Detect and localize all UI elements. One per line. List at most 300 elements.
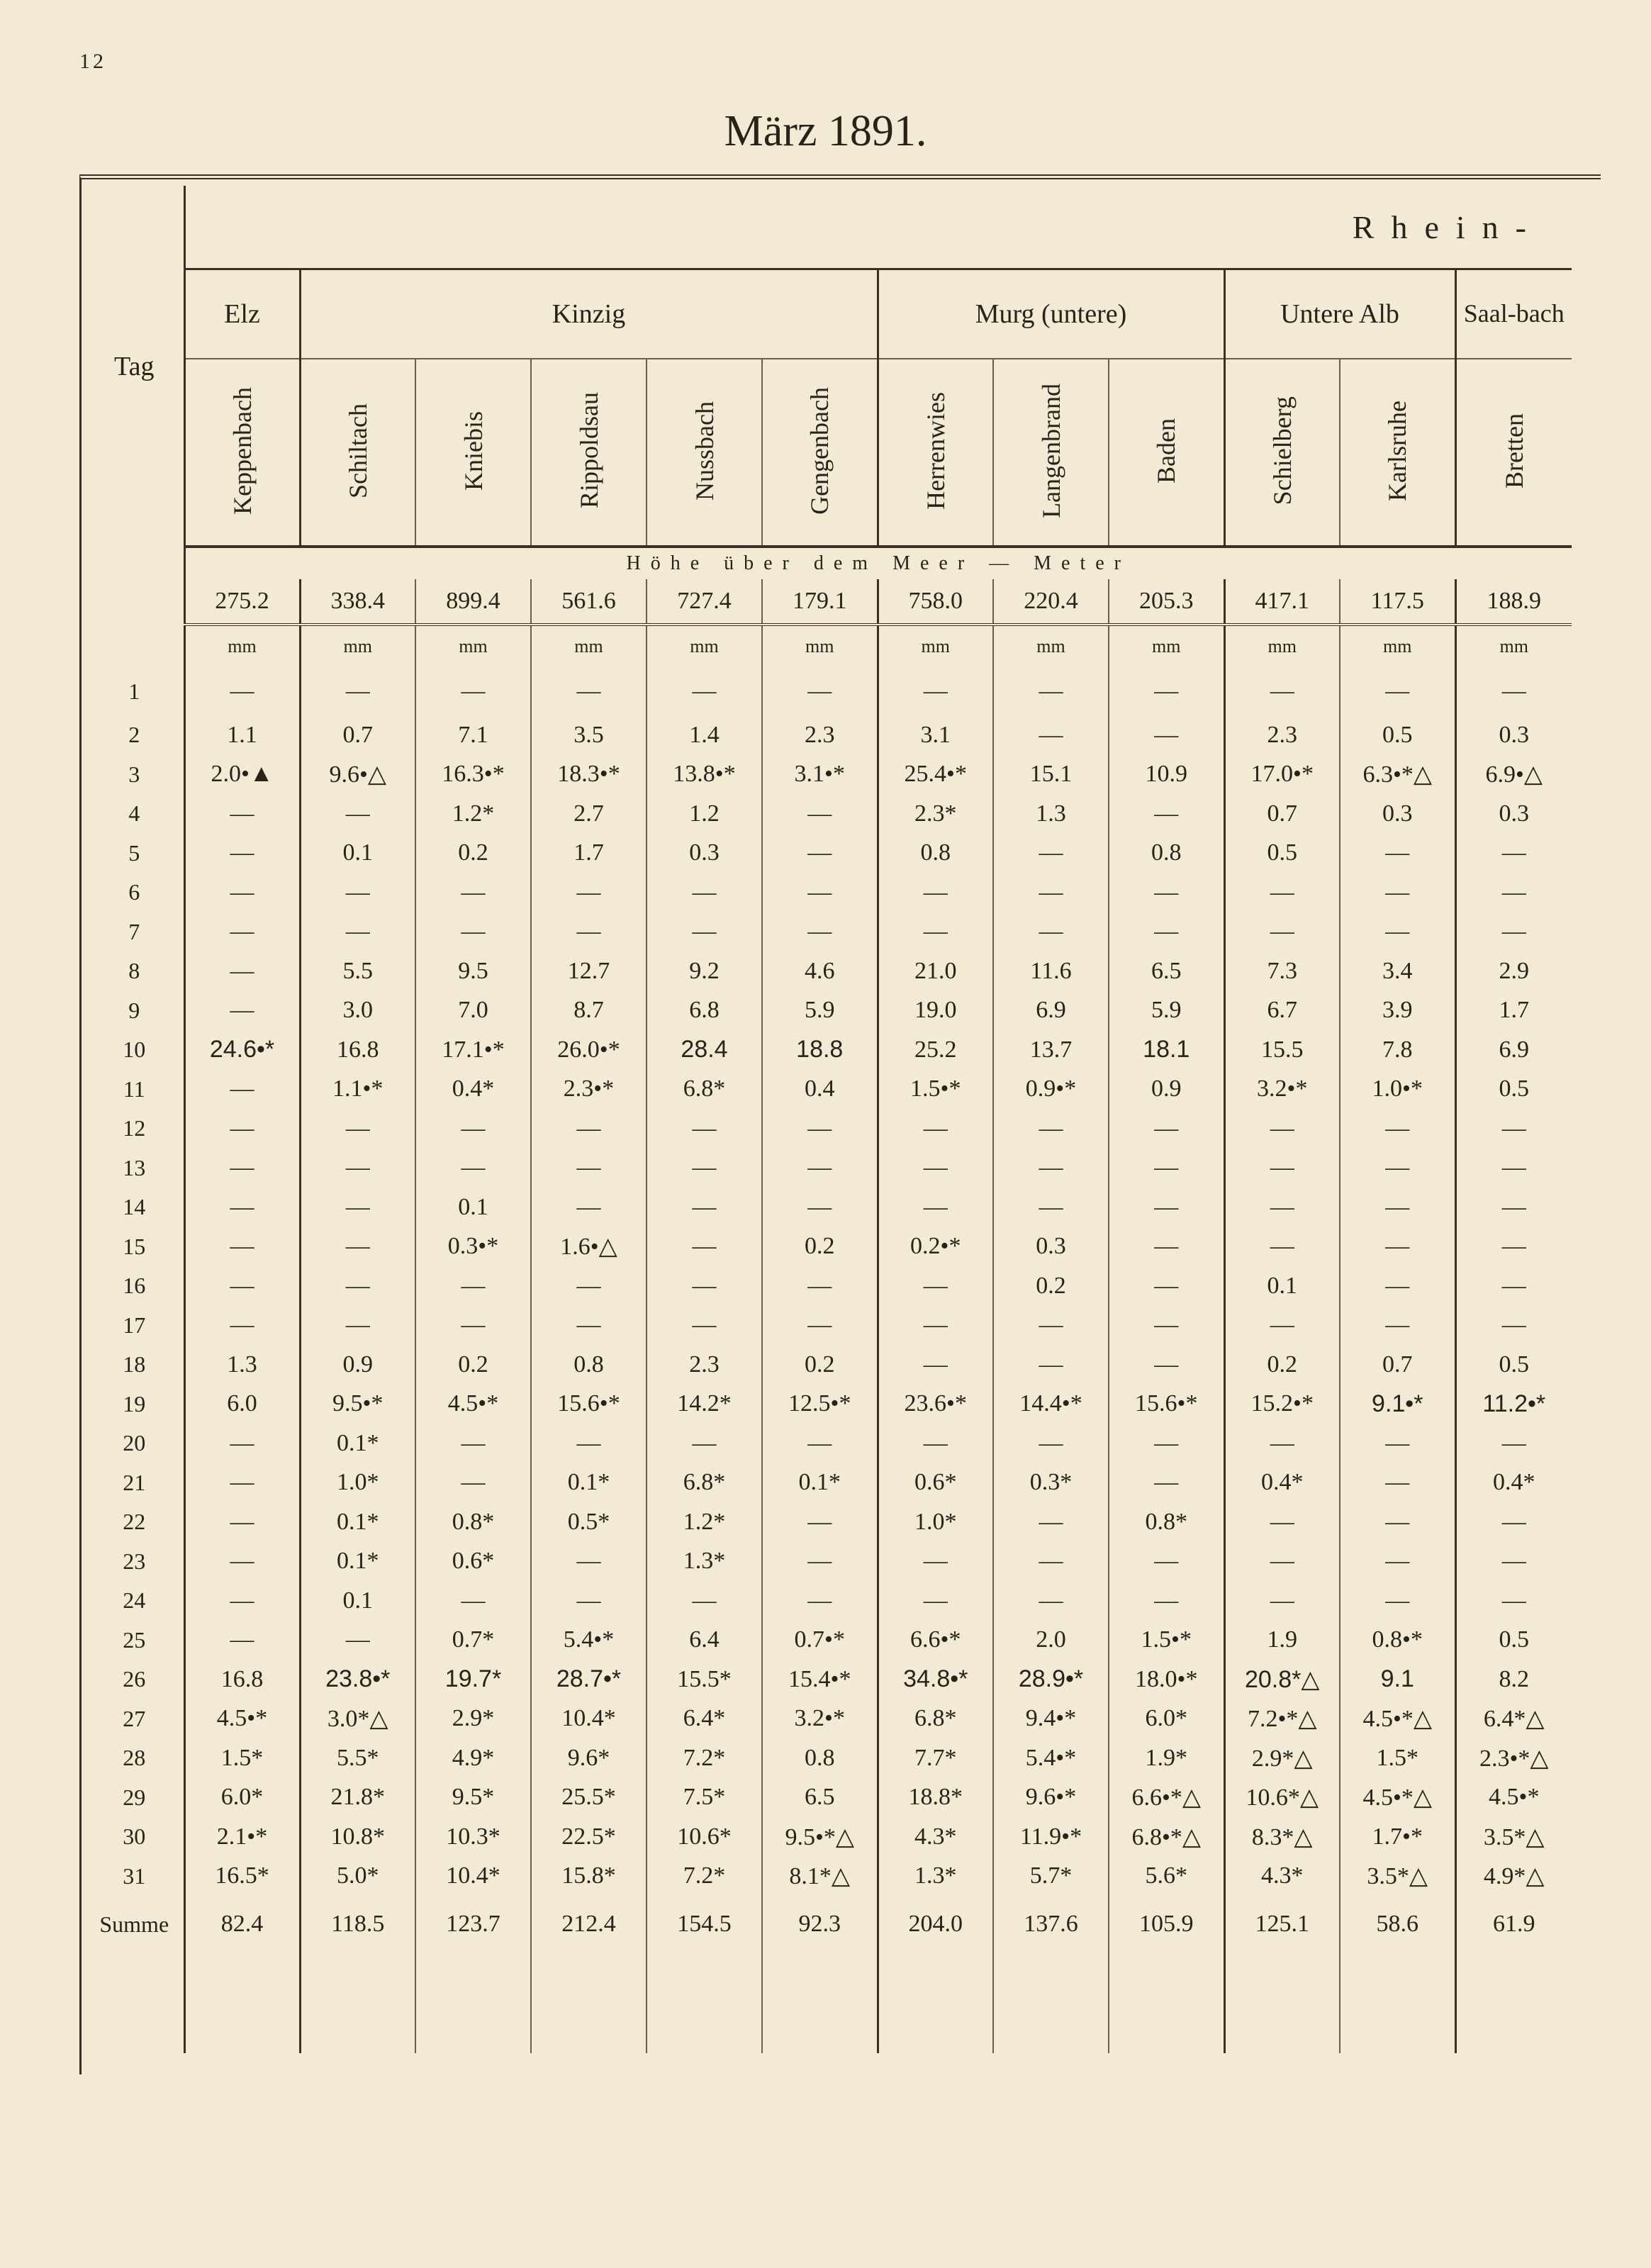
value-cell: 0.5 bbox=[1340, 715, 1455, 755]
value-cell: — bbox=[415, 667, 531, 715]
value-cell: 14.4•* bbox=[993, 1385, 1109, 1424]
table-bottom bbox=[85, 1953, 1572, 2053]
day-cell: 7 bbox=[128, 918, 140, 944]
table-row bbox=[85, 1070, 1572, 1110]
value-cell: 10.3* bbox=[415, 1817, 531, 1857]
value-cell: 0.4 bbox=[762, 1070, 878, 1110]
value-cell: 25.2 bbox=[878, 1030, 993, 1070]
value-cell: 0.4* bbox=[415, 1070, 531, 1110]
value-cell: — bbox=[647, 667, 762, 715]
sum-cell: 82.4 bbox=[184, 1896, 300, 1953]
precipitation-table bbox=[85, 186, 1572, 2053]
value-cell: — bbox=[878, 1345, 993, 1385]
value-cell: 0.1 bbox=[300, 1581, 415, 1621]
table-row bbox=[85, 794, 1572, 834]
value-cell: — bbox=[1340, 1502, 1455, 1542]
day-cell: 5 bbox=[128, 839, 140, 866]
table-row bbox=[85, 1266, 1572, 1306]
value-cell: — bbox=[1340, 1109, 1455, 1149]
value-cell: 12.7 bbox=[531, 951, 647, 991]
empty-cell bbox=[1109, 1953, 1224, 2053]
tag-header: Tag bbox=[114, 351, 155, 381]
value-cell: 6.0* bbox=[1109, 1699, 1224, 1739]
value-cell: 9.1 bbox=[1340, 1660, 1455, 1699]
value-cell: 3.1•* bbox=[762, 755, 878, 795]
value-cell: 2.9* bbox=[415, 1699, 531, 1739]
value-cell: — bbox=[184, 1424, 300, 1463]
day-cell: 20 bbox=[123, 1430, 146, 1456]
value-cell: 0.3 bbox=[1455, 715, 1572, 755]
value-cell: 0.3 bbox=[1455, 794, 1572, 834]
value-cell: 9.4•* bbox=[993, 1699, 1109, 1739]
value-cell: 4.5•*△ bbox=[1340, 1778, 1455, 1818]
value-cell: 2.7 bbox=[531, 794, 647, 834]
river-header: Untere Alb bbox=[1224, 269, 1455, 359]
value-cell: — bbox=[762, 873, 878, 912]
value-cell: 3.4 bbox=[1340, 951, 1455, 991]
empty-cell bbox=[184, 1953, 300, 2053]
value-cell: 0.3•* bbox=[415, 1227, 531, 1267]
station-header bbox=[300, 359, 415, 547]
value-cell: — bbox=[993, 1109, 1109, 1149]
day-cell: 10 bbox=[123, 1037, 146, 1063]
value-cell: — bbox=[1224, 873, 1340, 912]
elevation-cell: 417.1 bbox=[1224, 579, 1340, 625]
day-cell: 13 bbox=[123, 1154, 146, 1180]
sum-cell: 61.9 bbox=[1455, 1896, 1572, 1953]
value-cell: — bbox=[1340, 667, 1455, 715]
value-cell: — bbox=[1340, 1581, 1455, 1621]
table-row bbox=[85, 1857, 1572, 1896]
value-cell: 25.4•* bbox=[878, 755, 993, 795]
value-cell: 17.0•* bbox=[1224, 755, 1340, 795]
value-cell: 9.5•*△ bbox=[762, 1817, 878, 1857]
value-cell: 4.3* bbox=[878, 1817, 993, 1857]
value-cell: — bbox=[1224, 667, 1340, 715]
value-cell: 12.5•* bbox=[762, 1385, 878, 1424]
value-cell: — bbox=[531, 1266, 647, 1306]
value-cell: — bbox=[1340, 1542, 1455, 1582]
value-cell: — bbox=[1224, 912, 1340, 952]
value-cell: 16.5* bbox=[184, 1857, 300, 1896]
value-cell: 4.5•* bbox=[415, 1385, 531, 1424]
value-cell: — bbox=[1109, 1463, 1224, 1503]
value-cell: — bbox=[300, 1227, 415, 1267]
value-cell: — bbox=[762, 1542, 878, 1582]
unit-cell: mm bbox=[993, 625, 1109, 667]
value-cell: 19.7* bbox=[415, 1660, 531, 1699]
value-cell: 6.4*△ bbox=[1455, 1699, 1572, 1739]
empty-cell bbox=[300, 1953, 415, 2053]
value-cell: — bbox=[647, 1227, 762, 1267]
value-cell: — bbox=[184, 873, 300, 912]
value-cell: 0.8•* bbox=[1340, 1621, 1455, 1660]
value-cell: 6.4 bbox=[647, 1621, 762, 1660]
value-cell: 26.0•* bbox=[531, 1030, 647, 1070]
value-cell: 20.8*△ bbox=[1224, 1660, 1340, 1699]
table-row bbox=[85, 991, 1572, 1031]
value-cell: — bbox=[300, 667, 415, 715]
sum-cell: 154.5 bbox=[647, 1896, 762, 1953]
value-cell: — bbox=[993, 1542, 1109, 1582]
value-cell: 0.3 bbox=[647, 834, 762, 873]
value-cell: — bbox=[762, 667, 878, 715]
value-cell: — bbox=[647, 1266, 762, 1306]
value-cell: 0.8 bbox=[1109, 834, 1224, 873]
value-cell: — bbox=[1109, 1188, 1224, 1227]
value-cell: — bbox=[1109, 1581, 1224, 1621]
empty-cell bbox=[531, 1953, 647, 2053]
day-cell: 14 bbox=[123, 1194, 146, 1220]
river-header: Saal-bach bbox=[1455, 269, 1572, 359]
value-cell: 1.5•* bbox=[878, 1070, 993, 1110]
sum-cell: 204.0 bbox=[878, 1896, 993, 1953]
value-cell: 3.2•* bbox=[1224, 1070, 1340, 1110]
value-cell: 0.5 bbox=[1455, 1345, 1572, 1385]
table-row bbox=[85, 1621, 1572, 1660]
empty-cell bbox=[1340, 1953, 1455, 2053]
value-cell: — bbox=[531, 1581, 647, 1621]
value-cell: 6.6•*△ bbox=[1109, 1778, 1224, 1818]
value-cell: 6.9 bbox=[1455, 1030, 1572, 1070]
value-cell: 0.1 bbox=[415, 1188, 531, 1227]
value-cell: 1.5* bbox=[184, 1738, 300, 1778]
elevation-cell: 899.4 bbox=[415, 579, 531, 625]
value-cell: 17.1•* bbox=[415, 1030, 531, 1070]
value-cell: — bbox=[1109, 1542, 1224, 1582]
value-cell: — bbox=[1340, 1306, 1455, 1346]
value-cell: — bbox=[1340, 1424, 1455, 1463]
value-cell: — bbox=[762, 834, 878, 873]
value-cell: 6.4* bbox=[647, 1699, 762, 1739]
value-cell: — bbox=[647, 873, 762, 912]
value-cell: — bbox=[1455, 667, 1572, 715]
value-cell: 0.6* bbox=[878, 1463, 993, 1503]
unit-cell: mm bbox=[647, 625, 762, 667]
value-cell: 10.8* bbox=[300, 1817, 415, 1857]
value-cell: 18.0•* bbox=[1109, 1660, 1224, 1699]
value-cell: 0.8* bbox=[415, 1502, 531, 1542]
value-cell: 0.7 bbox=[1224, 794, 1340, 834]
value-cell: — bbox=[184, 991, 300, 1031]
table-row bbox=[85, 834, 1572, 873]
value-cell: 2.9 bbox=[1455, 951, 1572, 991]
value-cell: — bbox=[1109, 912, 1224, 952]
value-cell: 0.1* bbox=[531, 1463, 647, 1503]
value-cell: 28.9•* bbox=[993, 1660, 1109, 1699]
table-row bbox=[85, 1778, 1572, 1818]
value-cell: 28.7•* bbox=[531, 1660, 647, 1699]
value-cell: — bbox=[762, 1306, 878, 1346]
river-header: Elz bbox=[184, 269, 300, 359]
value-cell: — bbox=[1455, 873, 1572, 912]
value-cell: — bbox=[415, 1424, 531, 1463]
value-cell: 10.4* bbox=[531, 1699, 647, 1739]
value-cell: 7.2* bbox=[647, 1857, 762, 1896]
value-cell: — bbox=[647, 912, 762, 952]
value-cell: — bbox=[762, 794, 878, 834]
sum-cell: 125.1 bbox=[1224, 1896, 1340, 1953]
station-name: Schiltach bbox=[343, 403, 372, 498]
elevation-cell: 117.5 bbox=[1340, 579, 1455, 625]
value-cell: — bbox=[878, 1424, 993, 1463]
value-cell: 23.6•* bbox=[878, 1385, 993, 1424]
value-cell: — bbox=[300, 794, 415, 834]
station-header bbox=[1224, 359, 1340, 547]
value-cell: — bbox=[184, 1306, 300, 1346]
value-cell: — bbox=[415, 1109, 531, 1149]
value-cell: 8.2 bbox=[1455, 1660, 1572, 1699]
value-cell: 5.9 bbox=[1109, 991, 1224, 1031]
value-cell: — bbox=[1340, 1188, 1455, 1227]
value-cell: — bbox=[993, 1502, 1109, 1542]
value-cell: — bbox=[878, 1109, 993, 1149]
tag-spacer bbox=[85, 579, 184, 625]
table-row bbox=[85, 873, 1572, 912]
value-cell: — bbox=[1455, 834, 1572, 873]
value-cell: — bbox=[184, 1149, 300, 1188]
value-cell: 6.5 bbox=[762, 1778, 878, 1818]
value-cell: — bbox=[762, 912, 878, 952]
value-cell: 3.0*△ bbox=[300, 1699, 415, 1739]
value-cell: 6.6•* bbox=[878, 1621, 993, 1660]
value-cell: 10.9 bbox=[1109, 755, 1224, 795]
value-cell: — bbox=[531, 912, 647, 952]
empty-cell bbox=[1455, 1953, 1572, 2053]
value-cell: — bbox=[1224, 1188, 1340, 1227]
value-cell: — bbox=[993, 1188, 1109, 1227]
value-cell: — bbox=[993, 1149, 1109, 1188]
value-cell: 5.7* bbox=[993, 1857, 1109, 1896]
value-cell: 18.8* bbox=[878, 1778, 993, 1818]
value-cell: 7.5* bbox=[647, 1778, 762, 1818]
station-header bbox=[878, 359, 993, 547]
value-cell: 0.8 bbox=[878, 834, 993, 873]
value-cell: 11.9•* bbox=[993, 1817, 1109, 1857]
value-cell: — bbox=[993, 873, 1109, 912]
value-cell: — bbox=[1224, 1502, 1340, 1542]
unit-cell: mm bbox=[1340, 625, 1455, 667]
value-cell: 13.7 bbox=[993, 1030, 1109, 1070]
value-cell: 1.3* bbox=[647, 1542, 762, 1582]
empty-cell bbox=[647, 1953, 762, 2053]
value-cell: — bbox=[184, 1227, 300, 1267]
value-cell: 9.5 bbox=[415, 951, 531, 991]
value-cell: — bbox=[1340, 873, 1455, 912]
value-cell: 9.6* bbox=[531, 1738, 647, 1778]
value-cell: — bbox=[1340, 1266, 1455, 1306]
value-cell: 0.8* bbox=[1109, 1502, 1224, 1542]
value-cell: 7.7* bbox=[878, 1738, 993, 1778]
value-cell: 15.5 bbox=[1224, 1030, 1340, 1070]
value-cell: — bbox=[1455, 1149, 1572, 1188]
value-cell: 5.4•* bbox=[531, 1621, 647, 1660]
station-name: Langenbrand bbox=[1036, 383, 1065, 518]
value-cell: — bbox=[1340, 834, 1455, 873]
value-cell: 0.4* bbox=[1224, 1463, 1340, 1503]
value-cell: 0.7 bbox=[1340, 1345, 1455, 1385]
value-cell: 10.6*△ bbox=[1224, 1778, 1340, 1818]
unit-cell: mm bbox=[415, 625, 531, 667]
day-cell: 27 bbox=[123, 1705, 146, 1731]
value-cell: 25.5* bbox=[531, 1778, 647, 1818]
table-row bbox=[85, 1030, 1572, 1070]
value-cell: — bbox=[1109, 1306, 1224, 1346]
unit-cell: mm bbox=[184, 625, 300, 667]
table-row bbox=[85, 1109, 1572, 1149]
empty-cell bbox=[878, 1953, 993, 2053]
value-cell: 0.2 bbox=[762, 1227, 878, 1267]
table-row bbox=[85, 1542, 1572, 1582]
station-name: Kniebis bbox=[459, 410, 488, 491]
value-cell: — bbox=[878, 667, 993, 715]
value-cell: 4.9* bbox=[415, 1738, 531, 1778]
tag-spacer bbox=[85, 625, 184, 667]
value-cell: — bbox=[184, 912, 300, 952]
value-cell: — bbox=[762, 1266, 878, 1306]
value-cell: 6.5 bbox=[1109, 951, 1224, 991]
value-cell: 1.7•* bbox=[1340, 1817, 1455, 1857]
value-cell: 1.7 bbox=[531, 834, 647, 873]
value-cell: 1.9* bbox=[1109, 1738, 1224, 1778]
value-cell: — bbox=[1109, 1345, 1224, 1385]
value-cell: 4.5•* bbox=[1455, 1778, 1572, 1818]
table-row bbox=[85, 1738, 1572, 1778]
value-cell: — bbox=[1224, 1424, 1340, 1463]
value-cell: 5.6* bbox=[1109, 1857, 1224, 1896]
value-cell: 4.9*△ bbox=[1455, 1857, 1572, 1896]
value-cell: — bbox=[993, 912, 1109, 952]
table-row bbox=[85, 667, 1572, 715]
value-cell: — bbox=[415, 1306, 531, 1346]
value-cell: — bbox=[1109, 1266, 1224, 1306]
day-cell: 9 bbox=[128, 997, 140, 1023]
station-name: Gengenbach bbox=[805, 386, 834, 515]
height-label: Höhe über dem Meer — Meter bbox=[184, 547, 1572, 579]
day-cell: 19 bbox=[123, 1390, 146, 1417]
table-row bbox=[85, 1699, 1572, 1739]
value-cell: — bbox=[762, 1188, 878, 1227]
value-cell: — bbox=[415, 1266, 531, 1306]
value-cell: — bbox=[415, 1581, 531, 1621]
value-cell: 3.1 bbox=[878, 715, 993, 755]
value-cell: 0.1* bbox=[300, 1502, 415, 1542]
value-cell: 0.1 bbox=[1224, 1266, 1340, 1306]
value-cell: — bbox=[762, 1109, 878, 1149]
river-header: Kinzig bbox=[300, 269, 878, 359]
value-cell: 1.2* bbox=[647, 1502, 762, 1542]
tag-spacer bbox=[85, 1953, 184, 2053]
value-cell: 0.3 bbox=[1340, 794, 1455, 834]
value-cell: 0.3* bbox=[993, 1463, 1109, 1503]
value-cell: 9.5•* bbox=[300, 1385, 415, 1424]
value-cell: 0.8 bbox=[531, 1345, 647, 1385]
value-cell: — bbox=[531, 1306, 647, 1346]
value-cell: 6.7 bbox=[1224, 991, 1340, 1031]
value-cell: 1.0* bbox=[878, 1502, 993, 1542]
day-cell: 16 bbox=[123, 1273, 146, 1299]
table-row bbox=[85, 1660, 1572, 1699]
value-cell: 6.0 bbox=[184, 1385, 300, 1424]
value-cell: 2.3 bbox=[1224, 715, 1340, 755]
day-cell: 17 bbox=[123, 1312, 146, 1338]
value-cell: — bbox=[1224, 1581, 1340, 1621]
day-cell: 12 bbox=[123, 1115, 146, 1141]
value-cell: 1.0* bbox=[300, 1463, 415, 1503]
value-cell: 5.5* bbox=[300, 1738, 415, 1778]
value-cell: 0.9 bbox=[300, 1345, 415, 1385]
value-cell: 0.5 bbox=[1224, 834, 1340, 873]
station-header bbox=[415, 359, 531, 547]
value-cell: — bbox=[531, 1424, 647, 1463]
value-cell: 0.1* bbox=[300, 1542, 415, 1582]
elevation-cell: 275.2 bbox=[184, 579, 300, 625]
day-cell: 15 bbox=[123, 1233, 146, 1259]
value-cell: 6.8* bbox=[878, 1699, 993, 1739]
day-cell: 1 bbox=[128, 678, 140, 704]
value-cell: 7.0 bbox=[415, 991, 531, 1031]
value-cell: — bbox=[762, 1424, 878, 1463]
value-cell: — bbox=[878, 1306, 993, 1346]
sum-cell: 58.6 bbox=[1340, 1896, 1455, 1953]
value-cell: — bbox=[415, 1149, 531, 1188]
value-cell: — bbox=[1455, 912, 1572, 952]
value-cell: — bbox=[184, 1188, 300, 1227]
station-name: Keppenbach bbox=[228, 386, 257, 515]
value-cell: — bbox=[1340, 1463, 1455, 1503]
sum-cell: 92.3 bbox=[762, 1896, 878, 1953]
value-cell: 15.2•* bbox=[1224, 1385, 1340, 1424]
value-cell: — bbox=[1224, 1109, 1340, 1149]
value-cell: — bbox=[1340, 1227, 1455, 1267]
value-cell: — bbox=[1455, 1306, 1572, 1346]
value-cell: 4.5•*△ bbox=[1340, 1699, 1455, 1739]
table-row bbox=[85, 1817, 1572, 1857]
value-cell: 1.5•* bbox=[1109, 1621, 1224, 1660]
value-cell: 24.6•* bbox=[184, 1030, 300, 1070]
sum-cell: 212.4 bbox=[531, 1896, 647, 1953]
table-row bbox=[85, 755, 1572, 795]
value-cell: — bbox=[993, 834, 1109, 873]
day-cell: 28 bbox=[123, 1745, 146, 1771]
station-header bbox=[1455, 359, 1572, 547]
station-name: Karlsruhe bbox=[1383, 400, 1412, 501]
value-cell: 0.3 bbox=[993, 1227, 1109, 1267]
unit-cell: mm bbox=[762, 625, 878, 667]
elevation-cell: 758.0 bbox=[878, 579, 993, 625]
value-cell: — bbox=[1340, 912, 1455, 952]
station-name: Baden bbox=[1152, 418, 1181, 484]
value-cell: 0.2 bbox=[415, 834, 531, 873]
unit-cell: mm bbox=[1224, 625, 1340, 667]
value-cell: — bbox=[184, 1266, 300, 1306]
value-cell: — bbox=[531, 1542, 647, 1582]
value-cell: — bbox=[184, 667, 300, 715]
value-cell: — bbox=[1224, 1306, 1340, 1346]
value-cell: 1.4 bbox=[647, 715, 762, 755]
table-row bbox=[85, 912, 1572, 952]
value-cell: — bbox=[415, 873, 531, 912]
value-cell: — bbox=[531, 1109, 647, 1149]
value-cell: 3.5 bbox=[531, 715, 647, 755]
table-row bbox=[85, 1463, 1572, 1503]
value-cell: 1.0•* bbox=[1340, 1070, 1455, 1110]
river-header: Murg (untere) bbox=[878, 269, 1224, 359]
day-cell: 30 bbox=[123, 1823, 146, 1850]
station-name: Nussbach bbox=[690, 401, 719, 501]
value-cell: 0.9•* bbox=[993, 1070, 1109, 1110]
value-cell: — bbox=[1109, 715, 1224, 755]
